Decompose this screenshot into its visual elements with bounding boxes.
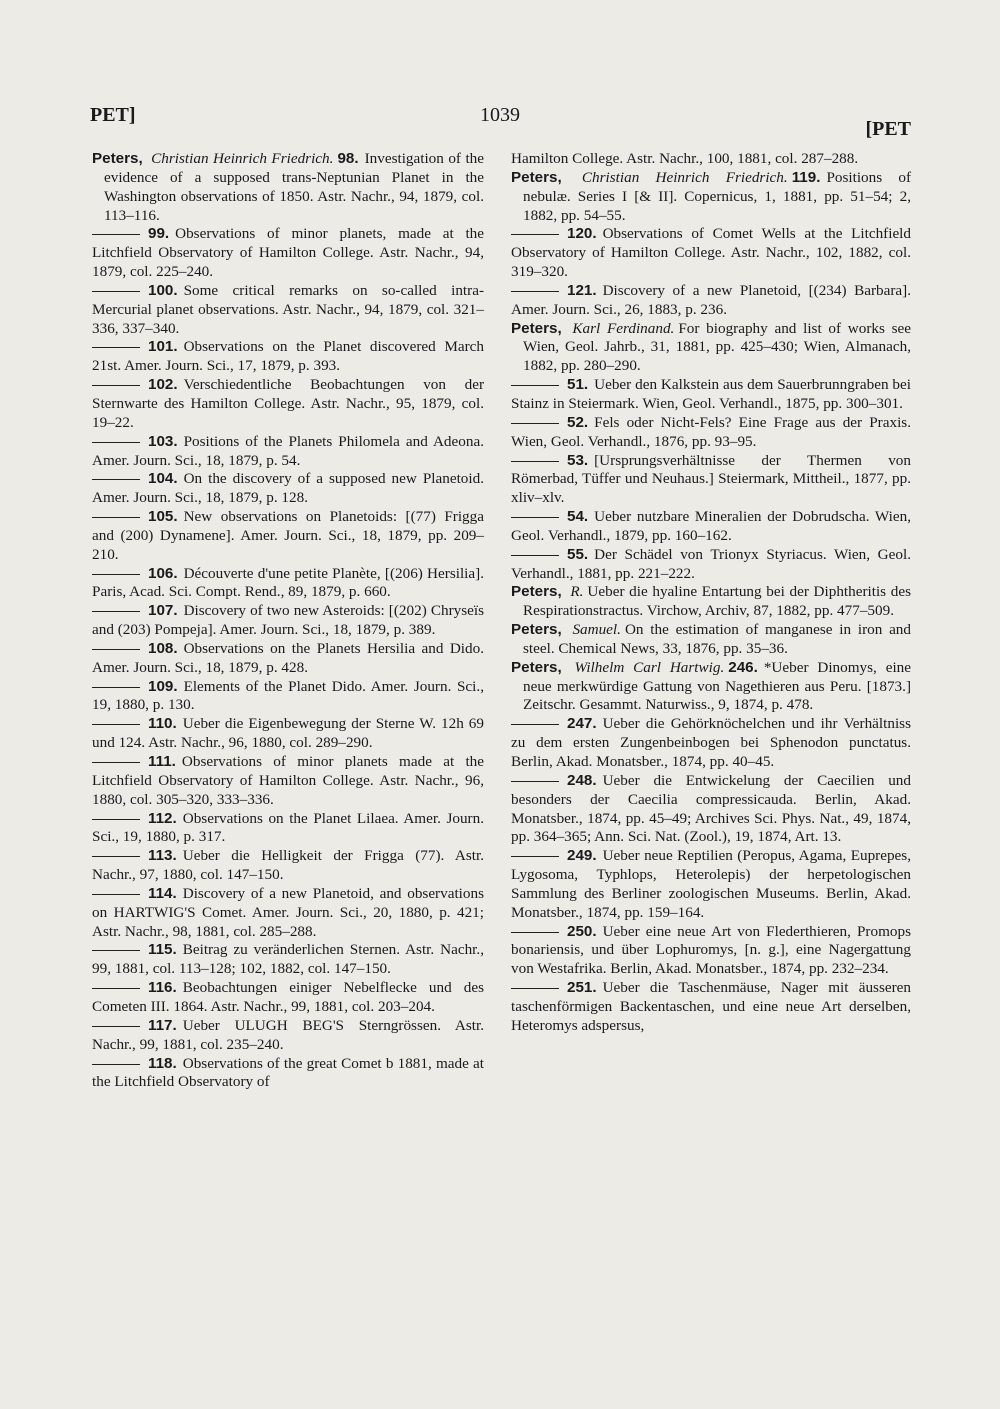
bibliography-subentry <box>511 847 911 922</box>
author-surname: Peters, <box>511 658 562 676</box>
bibliography-subentry <box>511 452 911 509</box>
bibliography-subentry <box>92 678 484 716</box>
bibliography-subentry <box>92 282 484 339</box>
ditto-dash <box>92 517 140 518</box>
bibliography-subentry <box>92 715 484 753</box>
entry-number: 101. <box>148 338 178 356</box>
entry-text: Ueber die Gehörknöchelchen und ihr Verhältniss zu dem ersten Zungenbeinbogen bei Sphenodon punctatus. Berlin, Akad. Monatsber., 1874, pp. 40–45. <box>511 715 911 770</box>
entry-number: 102. <box>148 376 178 394</box>
bibliography-subentry <box>92 602 484 640</box>
entry-text: Der Schädel von Trionyx Styriacus. Wien, Geol. Verhandl., 1881, pp. 221–222. <box>511 545 911 582</box>
entry-text: Positions of nebulæ. Series I [& II]. Copernicus, 1, 1881, pp. 51–54; 2, 1882, pp. 54–55. <box>523 168 912 224</box>
ditto-dash <box>511 423 559 424</box>
ditto-dash <box>92 574 140 575</box>
author-surname: Peters, <box>92 150 143 167</box>
ditto-dash <box>92 988 140 989</box>
entry-number: 114. <box>148 884 177 902</box>
entry-number: 54. <box>567 508 589 526</box>
author-given-names: R. <box>570 583 584 601</box>
entry-text: Discovery of two new Asteroids: [(202) Chryseïs and (203) Pompeja]. Amer. Journ. Sci., 18, 1879, p. 389. <box>92 602 484 639</box>
ditto-dash <box>511 385 559 386</box>
entry-number: 247. <box>567 715 597 733</box>
ditto-dash <box>92 724 140 725</box>
bibliography-subentry <box>92 433 484 471</box>
entry-text: Discovery of a new Planetoid, [(234) Barbara]. Amer. Journ. Sci., 26, 1883, p. 236. <box>511 281 911 318</box>
entry-text: Observations of Comet Wells at the Litchfield Observatory of Hamilton College. Astr. Nachr., 102, 1882, col. 319–320. <box>511 225 911 281</box>
entry-text: Ueber die hyaline Entartung bei der Diphtheritis des Respirationstractus. Virchow, Archiv, 87, 1882, pp. 477–509. <box>523 583 911 620</box>
ditto-dash <box>511 234 559 235</box>
author-given-names: Karl Ferdinand. <box>572 319 675 337</box>
bibliography-subentry <box>92 565 484 603</box>
author-surname: Peters, <box>511 621 562 639</box>
entry-text: Beobachtungen einiger Nebelflecke und des Cometen III. 1864. Astr. Nachr., 99, 1881, col. 203–204. <box>92 979 484 1015</box>
ditto-dash <box>511 724 559 725</box>
entry-text: Ueber nutzbare Mineralien der Dobrudscha. Wien, Geol. Verhandl., 1879, pp. 160–162. <box>511 508 911 544</box>
entry-text: New observations on Planetoids: [(77) Frigga and (200) Dynamene]. Amer. Journ. Sci., 18, 1879, pp. 209–210. <box>92 508 484 563</box>
ditto-dash <box>92 347 140 348</box>
ditto-dash <box>511 781 559 782</box>
entry-text: On the discovery of a supposed new Planetoid. Amer. Journ. Sci., 18, 1879, p. 128. <box>92 470 484 507</box>
ditto-dash <box>92 611 140 612</box>
entry-number: 107. <box>148 602 178 620</box>
entry-number: 246. <box>728 658 758 676</box>
ditto-dash <box>92 894 140 895</box>
ditto-dash <box>92 950 140 951</box>
ditto-dash <box>511 856 559 857</box>
bibliography-subentry <box>92 1055 484 1093</box>
bibliography-subentry <box>92 508 484 565</box>
entry-text: Observations of minor planets made at the Litchfield Observatory of Hamilton College. Astr. Nachr., 96, 1880, col. 305–320, 333–336. <box>92 753 484 808</box>
entry-number: 98. <box>337 150 359 167</box>
bibliography-subentry <box>92 470 484 508</box>
ditto-dash <box>92 442 140 443</box>
entry-text: Ueber die Taschenmäuse, Nager mit äusseren taschenförmigen Backentaschen, und eine neue Art derselben, Heteromys adspersus, <box>511 979 911 1034</box>
entry-text: Verschiedentliche Beobachtungen von der Sternwarte des Hamilton College. Astr. Nachr., 95, 1879, col. 19–22. <box>92 376 484 431</box>
running-head-right: [PET <box>865 118 911 140</box>
bibliography-subentry <box>511 282 911 320</box>
bibliography-subentry <box>92 847 484 885</box>
ditto-dash <box>92 649 140 650</box>
author-surname: Peters, <box>511 319 562 337</box>
entry-number: 117. <box>148 1016 177 1034</box>
bibliography-subentry <box>92 753 484 810</box>
entry-number: 119. <box>791 168 821 186</box>
entry-text: Elements of the Planet Dido. Amer. Journ. Sci., 19, 1880, p. 130. <box>92 677 484 714</box>
right-column <box>511 150 911 1036</box>
ditto-dash <box>92 762 140 763</box>
entry-text: Observations on the Planet discovered March 21st. Amer. Journ. Sci., 17, 1879, p. 393. <box>92 338 484 375</box>
bibliography-subentry <box>511 923 911 980</box>
entry-number: 104. <box>148 470 178 488</box>
ditto-dash <box>511 461 559 462</box>
entry-number: 52. <box>567 413 589 431</box>
ditto-dash <box>92 687 140 688</box>
entry-number: 113. <box>148 847 177 865</box>
entry-text: Some critical remarks on so-called intra-Mercurial planet observations. Astr. Nachr., 94, 1879, col. 321–336, 337–340. <box>92 281 484 337</box>
entry-number: 100. <box>148 281 178 299</box>
entry-text: Hamilton College. Astr. Nachr., 100, 1881, col. 287–288. <box>511 150 859 167</box>
bibliography-subentry <box>92 1017 484 1055</box>
author-given-names: Christian Heinrich Friedrich. <box>151 150 334 167</box>
entry-text: Fels oder Nicht-Fels? Eine Frage aus der Praxis. Wien, Geol. Verhandl., 1876, pp. 93–95. <box>511 413 911 450</box>
entry-number: 251. <box>567 979 597 997</box>
entry-text: On the estimation of manganese in iron and steel. Chemical News, 33, 1876, pp. 35–36. <box>523 621 911 657</box>
running-head <box>90 104 910 140</box>
entry-number: 109. <box>148 677 178 695</box>
bibliography-subentry <box>511 225 911 282</box>
entry-text: Découverte d'une petite Planète, [(206) Hersilia]. Paris, Acad. Sci. Compt. Rend., 89, 1879, p. 660. <box>92 564 484 601</box>
entry-number: 249. <box>567 847 597 865</box>
entry-number: 108. <box>148 639 178 657</box>
entry-number: 99. <box>148 225 170 243</box>
entry-text: Ueber die Helligkeit der Frigga (77). Astr. Nachr., 97, 1880, col. 147–150. <box>92 847 484 884</box>
bibliography-subentry <box>92 225 484 282</box>
bibliography-subentry <box>511 546 911 584</box>
ditto-dash <box>92 1064 140 1065</box>
ditto-dash <box>511 555 559 556</box>
bibliography-subentry <box>92 941 484 979</box>
bibliography-subentry <box>92 810 484 848</box>
continued-entry <box>511 150 911 169</box>
author-surname: Peters, <box>511 583 562 601</box>
bibliography-entry <box>511 583 911 621</box>
ditto-dash <box>511 988 559 989</box>
entry-text: Observations of minor planets, made at the Litchfield Observatory of Hamilton College. Astr. Nachr., 94, 1879, col. 225–240. <box>92 225 484 281</box>
entry-text: Beitrag zu veränderlichen Sternen. Astr. Nachr., 99, 1881, col. 113–128; 102, 1882, col. 147–150. <box>92 941 484 978</box>
running-head-left: PET] <box>90 104 136 126</box>
ditto-dash <box>92 1026 140 1027</box>
entry-text: Ueber eine neue Art von Flederthieren, Promops bonariensis, und über Lophuromys, [n. g.], eine Nagergattung von Westafrika. Berlin, Akad. Monatsber., 1874, pp. 232–234. <box>511 922 911 978</box>
ditto-dash <box>92 234 140 235</box>
bibliography-subentry <box>92 640 484 678</box>
entry-number: 111. <box>148 753 176 770</box>
entry-text: Observations on the Planet Lilaea. Amer. Journ. Sci., 19, 1880, p. 317. <box>92 809 484 846</box>
bibliography-entry <box>92 150 484 225</box>
entry-number: 103. <box>148 432 178 450</box>
bibliography-subentry <box>511 715 911 772</box>
ditto-dash <box>511 291 559 292</box>
entry-text: Discovery of a new Planetoid, and observations on HARTWIG'S Comet. Amer. Journ. Sci., 20, 1880, p. 421; Astr. Nachr., 98, 1881, col. 285–288. <box>92 884 484 940</box>
entry-number: 110. <box>148 715 177 733</box>
entry-number: 248. <box>567 771 597 789</box>
entry-text: Ueber neue Reptilien (Peropus, Agama, Euprepes, Lygosoma, Typhlops, Heterolepis) der herpetologischen Sammlung des Berliner zoologischen Museums. Berlin, Akad. Monatsber., 1874, pp. 159–164. <box>511 847 911 921</box>
entry-text: Ueber den Kalkstein aus dem Sauerbrunngraben bei Stainz in Steiermark. Wien, Geol. Verhandl., 1875, pp. 300–301. <box>511 376 911 412</box>
author-given-names: Christian Heinrich Friedrich. <box>581 168 788 186</box>
ditto-dash <box>511 932 559 933</box>
entry-text: Observations of the great Comet b 1881, made at the Litchfield Observatory of <box>92 1054 484 1091</box>
entry-number: 55. <box>567 545 589 563</box>
entry-number: 118. <box>148 1054 177 1072</box>
bibliography-subentry <box>92 885 484 942</box>
bibliography-subentry <box>511 414 911 452</box>
entry-number: 51. <box>567 376 589 394</box>
ditto-dash <box>92 385 140 386</box>
entry-number: 116. <box>148 979 177 997</box>
entry-number: 105. <box>148 508 178 526</box>
ditto-dash <box>92 291 140 292</box>
entry-number: 121. <box>567 281 597 299</box>
bibliography-subentry <box>511 376 911 414</box>
entry-text: For biography and list of works see Wien, Geol. Jahrb., 31, 1881, pp. 425–430; Wien, Almanach, 1882, pp. 280–290. <box>523 319 912 375</box>
entry-text: [Ursprungsverhältnisse der Thermen von Römerbad, Tüffer und Neuhaus.] Steiermark, Mittheil., 1877, pp. xliv–xlv. <box>511 451 911 507</box>
entry-text: Ueber die Entwickelung der Caecilien und besonders der Caecilia compressicauda. Berlin, Akad. Monatsber., 1874, pp. 45–49; Archives Sci. Phys. Nat., 49, 1874, pp. 364–365; Ann. Sci. Nat. (Zool.), 19, 1874, Art. 13. <box>511 771 911 846</box>
bibliography-entry <box>511 659 911 716</box>
ditto-dash <box>92 856 140 857</box>
entry-number: 115. <box>148 941 177 959</box>
ditto-dash <box>92 819 140 820</box>
ditto-dash <box>92 479 140 480</box>
bibliography-subentry <box>92 338 484 376</box>
entry-number: 53. <box>567 451 589 469</box>
left-column <box>92 150 484 1092</box>
bibliography-subentry <box>511 772 911 847</box>
bibliography-entry <box>511 320 911 377</box>
author-surname: Peters, <box>511 168 562 186</box>
page-number: 1039 <box>480 104 520 126</box>
bibliography-entry <box>511 621 911 659</box>
entry-number: 120. <box>567 225 597 243</box>
entry-text: Ueber die Eigenbewegung der Sterne W. 12h 69 und 124. Astr. Nachr., 96, 1880, col. 289–290. <box>92 715 484 752</box>
entry-text: *Ueber Dinomys, eine neue merkwürdige Gattung von Nagethieren aus Peru. [1873.] Zeitschr. Gesammt. Naturwiss., 9, 1874, p. 478. <box>523 658 911 714</box>
entry-text: Ueber ULUGH BEG'S Sterngrössen. Astr. Nachr., 99, 1881, col. 235–240. <box>92 1016 484 1053</box>
author-given-names: Wilhelm Carl Hartwig. <box>574 658 725 676</box>
bibliography-subentry <box>92 979 484 1017</box>
author-given-names: Samuel. <box>572 621 621 639</box>
entry-text: Observations on the Planets Hersilia and Dido. Amer. Journ. Sci., 18, 1879, p. 428. <box>92 639 484 676</box>
entry-number: 106. <box>148 564 178 582</box>
bibliography-entry <box>511 169 911 226</box>
entry-number: 112. <box>148 809 177 827</box>
bibliography-subentry <box>511 979 911 1036</box>
entry-number: 250. <box>567 922 597 940</box>
ditto-dash <box>511 517 559 518</box>
bibliography-subentry <box>92 376 484 433</box>
entry-text: Investigation of the evidence of a supposed trans-Neptunian Planet in the Washington observations of 1850. Astr. Nachr., 94, 1879, col. 113–116. <box>104 150 484 224</box>
entry-text: Positions of the Planets Philomela and Adeona. Amer. Journ. Sci., 18, 1879, p. 54. <box>92 432 484 469</box>
bibliography-subentry <box>511 508 911 546</box>
